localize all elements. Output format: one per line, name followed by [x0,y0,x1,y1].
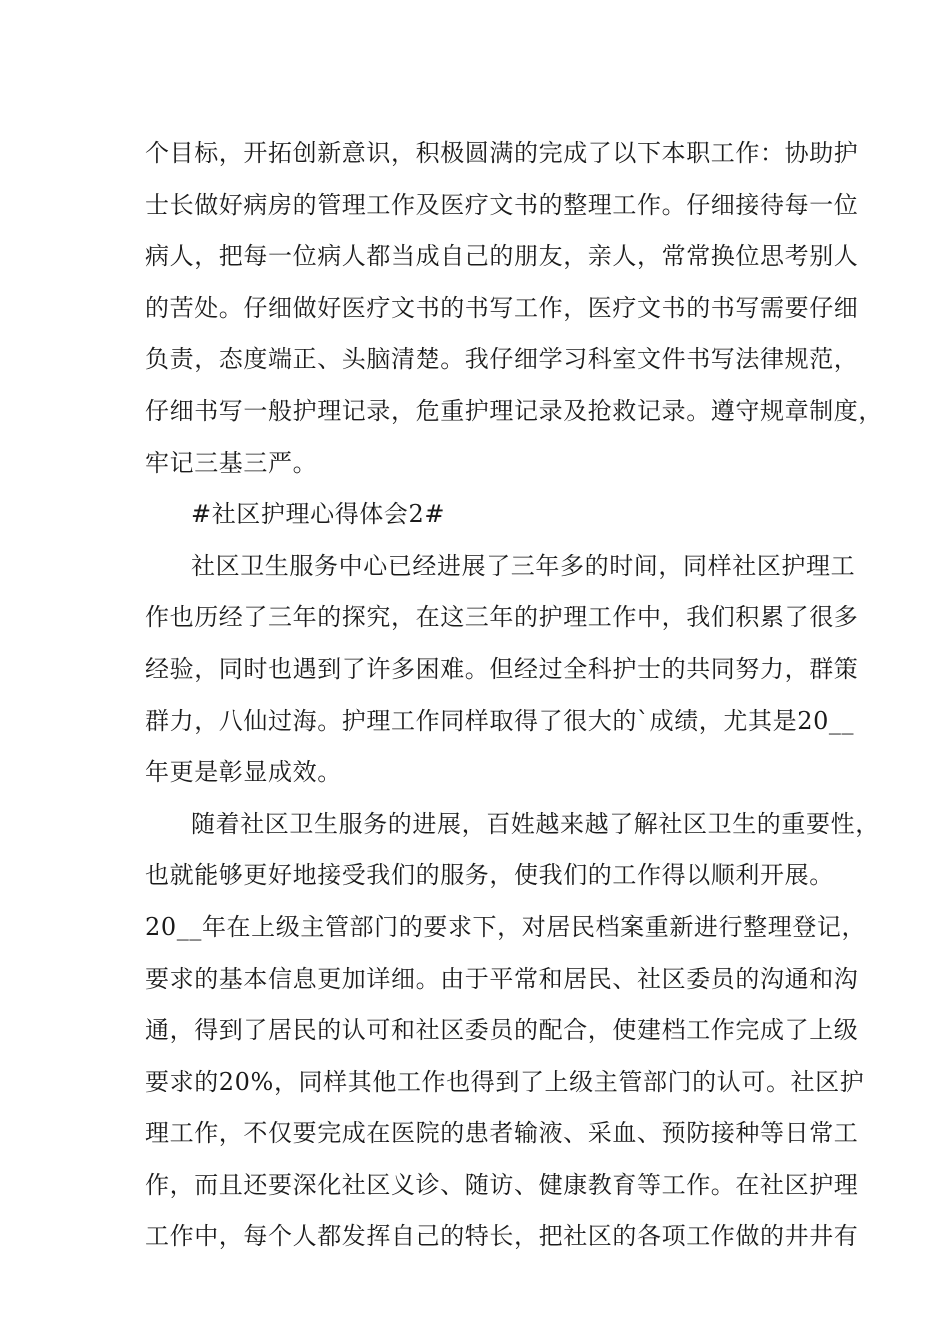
text-line: 要求的20%，同样其他工作也得到了上级主管部门的认可。社区护 [145,1067,865,1096]
text-line: 病人，把每一位病人都当成自己的朋友，亲人，常常换位思考别人 [145,242,859,271]
text-line: 年更是彰显成效。 [145,758,342,787]
text-line: 20__年在上级主管部门的要求下，对居民档案重新进行整理登记， [145,912,867,941]
text-line: 作也历经了三年的探究，在这三年的护理工作中，我们积累了很多 [145,603,859,632]
text-line: 工作中，每个人都发挥自己的特长，把社区的各项工作做的井井有 [145,1222,859,1251]
text-line: 社区卫生服务中心已经进展了三年多的时间，同样社区护理工 [191,551,856,580]
text-line: 负责，态度端正、头脑清楚。我仔细学习科室文件书写法律规范， [145,345,859,374]
text-line: 作，而且还要深化社区义诊、随访、健康教育等工作。在社区护理 [145,1170,859,1199]
section-heading: #社区护理心得体会2# [191,500,446,529]
text-line: 通，得到了居民的认可和社区委员的配合，使建档工作完成了上级 [145,1016,859,1045]
text-line: 理工作，不仅要完成在医院的患者输液、采血、预防接种等日常工 [145,1119,859,1148]
text-line: 随着社区卫生服务的进展，百姓越来越了解社区卫生的重要性， [191,809,880,838]
text-line: 群力，八仙过海。护理工作同样取得了很大的`成绩，尤其是20__ [145,706,855,735]
text-line: 士长做好病房的管理工作及医疗文书的整理工作。仔细接待每一位 [145,190,859,219]
text-line: 要求的基本信息更加详细。由于平常和居民、社区委员的沟通和沟 [145,964,859,993]
text-line: 仔细书写一般护理记录，危重护理记录及抢救记录。遵守规章制度， [145,396,883,425]
text-line: 牢记三基三严。 [145,448,318,477]
document-body [145,128,883,1263]
text-line: 的苦处。仔细做好医疗文书的书写工作，医疗文书的书写需要仔细 [145,293,859,322]
text-line: 个目标，开拓创新意识，积极圆满的完成了以下本职工作：协助护 [145,139,859,167]
text-line: 也就能够更好地接受我们的服务，使我们的工作得以顺利开展。 [145,861,834,890]
text-line: 经验，同时也遇到了许多困难。但经过全科护士的共同努力，群策 [145,654,859,683]
